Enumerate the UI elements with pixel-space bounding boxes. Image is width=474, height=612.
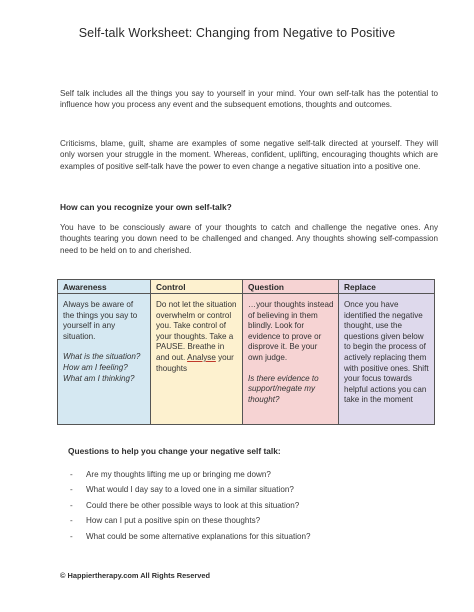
bullet-dash: - (70, 516, 73, 526)
control-text: Do not let the situation overwhelm or control you. Take control of your thoughts. Take a PAUSE. Breathe in and out. (156, 300, 237, 362)
list-item (70, 532, 311, 547)
list-item (70, 470, 311, 485)
recognize-paragraph: You have to be consciously aware of your thoughts to catch and challenge the negative ones. Any thoughts tearing you down need to be challenged and changed. Any thoughts showing self-compassion need to be held on to and cherished. (60, 223, 438, 255)
question-item: What could be some alternative explanations for this situation? (86, 531, 311, 541)
replace-text: Once you have identified the negative thought, use the questions given below to begin the process of actively replacing them with positive ones. Shift your focus towards helpful actions you can take in the moment (344, 300, 429, 405)
list-item (70, 485, 311, 500)
question-item: What would I day say to a loved one in a similar situation? (86, 485, 294, 495)
copyright-footer: © Happiertherapy.com All Rights Reserved (60, 571, 211, 580)
replace-body (339, 294, 434, 406)
control-heading: Control (151, 280, 242, 294)
questions-list (70, 470, 311, 547)
intro-paragraph-2: Criticisms, blame, guilt, shame are examples of some negative self-talk directed at yourself. They will only worsen your struggle in the moment. Whereas, confident, uplifting, encouraging thoughts which are examples of positive self-talk have the power to even change a negative situation into a positive one. (60, 139, 438, 171)
replace-heading: Replace (339, 280, 434, 294)
replace-column (339, 280, 434, 424)
awareness-column (58, 280, 151, 424)
control-column (151, 280, 243, 424)
question-item: Are my thoughts lifting me up or bringing me down? (86, 470, 271, 479)
question-column (243, 280, 339, 424)
page-title: Self-talk Worksheet: Changing from Negative to Positive (78, 26, 396, 40)
bullet-dash: - (70, 485, 73, 495)
list-item (70, 501, 311, 516)
awareness-body (58, 294, 150, 384)
bullet-dash: - (70, 531, 73, 541)
awareness-heading: Awareness (58, 280, 150, 294)
questions-heading: Questions to help you change your negative self talk: (68, 446, 281, 456)
list-item (70, 516, 311, 531)
intro-paragraph-1: Self talk includes all the things you say to yourself in your mind. Your own self-talk has the potential to influence how you process any event and the subsequent emotions, thoughts and outcomes. (60, 89, 438, 110)
awareness-text: Always be aware of the things you say to yourself in any situation. (63, 300, 138, 341)
control-analyse-word: Analyse (187, 352, 216, 362)
question-item: Could there be other possible ways to look at this situation? (86, 500, 300, 510)
recognize-heading: How can you recognize your own self-talk? (60, 202, 232, 212)
question-item: How can I put a positive spin on these thoughts? (86, 516, 261, 526)
question-prompt: Is there evidence to support/negate my thought? (248, 373, 319, 404)
control-text-end: your thoughts (156, 352, 234, 373)
bullet-dash: - (70, 470, 73, 479)
self-talk-steps-table (57, 279, 435, 425)
bullet-dash: - (70, 500, 73, 510)
question-body (243, 294, 338, 405)
question-text: …your thoughts instead of believing in them blindly. Look for evidence to prove or disprove it. Be your own judge. (248, 300, 334, 362)
control-body (151, 294, 242, 374)
awareness-questions: What is the situation? How am I feeling? What am I thinking? (63, 352, 141, 383)
question-heading: Question (243, 280, 338, 294)
